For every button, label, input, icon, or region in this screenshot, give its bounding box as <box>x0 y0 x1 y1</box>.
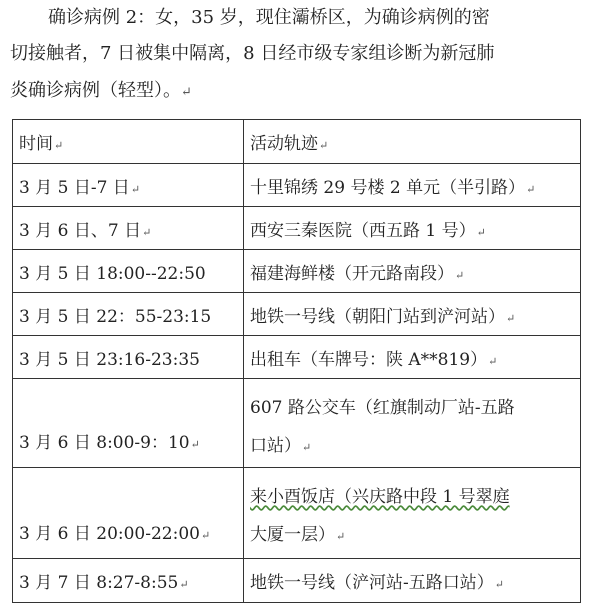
cell-mark-icon: ↵ <box>494 578 504 591</box>
table-row <box>13 250 581 293</box>
row-activity: 出租车（车牌号：陕 A**819）↵ <box>244 336 581 379</box>
row-time: 3 月 6 日 20:00-22:00↵ <box>13 468 244 559</box>
row-activity: 十里锦绣 29 号楼 2 单元（半引路）↵ <box>244 164 581 207</box>
cell-mark-icon: ↵ <box>488 354 498 368</box>
row-activity: 福建海鲜楼（开元路南段）↵ <box>244 250 581 293</box>
cell-mark-icon: ↵ <box>476 225 486 239</box>
case-description-line-3: 炎确诊病例（轻型）。↵ <box>10 80 192 101</box>
table-header-row <box>13 120 581 164</box>
row-activity: 607 路公交车（红旗制动厂站-五路 口站）↵ <box>244 379 581 468</box>
table-row <box>13 164 581 207</box>
header-time: 时间↵ <box>13 120 244 164</box>
cell-mark-icon: ↵ <box>179 578 189 591</box>
table-row <box>13 336 581 379</box>
cell-mark-icon: ↵ <box>336 530 346 543</box>
activity-trace-table <box>12 119 581 603</box>
row-time: 3 月 5 日 22：55-23:15 <box>13 293 244 336</box>
cell-mark-icon: ↵ <box>190 438 200 451</box>
table-row <box>13 379 581 468</box>
table-row <box>13 559 581 603</box>
row-time: 3 月 5 日-7 日↵ <box>13 164 244 207</box>
row-time: 3 月 5 日 23:16-23:35 <box>13 336 244 379</box>
cell-mark-icon: ↵ <box>130 182 141 196</box>
row-time: 3 月 5 日 18:00--22:50 <box>13 250 244 293</box>
paragraph-mark-icon: ↵ <box>181 85 192 100</box>
case-description-line-1: 确诊病例 2：女，35 岁，现住灞桥区，为确诊病例的密 <box>48 7 490 28</box>
row-activity: 地铁一号线（朝阳门站到浐河站）↵ <box>244 293 581 336</box>
cell-mark-icon: ↵ <box>506 311 516 325</box>
cell-mark-icon: ↵ <box>142 225 152 239</box>
cell-mark-icon: ↵ <box>54 139 64 152</box>
cell-mark-icon: ↵ <box>455 268 465 282</box>
row-time: 3 月 6 日、7 日↵ <box>13 207 244 250</box>
row-activity: 地铁一号线（浐河站-五路口站）↵ <box>244 559 581 603</box>
cell-mark-icon: ↵ <box>302 441 312 454</box>
row-activity: 来小酉饭店（兴庆路中段 1 号翠庭 大厦一层）↵ <box>244 468 581 559</box>
cell-mark-icon: ↵ <box>526 182 536 196</box>
row-activity: 西安三秦医院（西五路 1 号）↵ <box>244 207 581 250</box>
row-time: 3 月 7 日 8:27-8:55↵ <box>13 559 244 603</box>
cell-mark-icon: ↵ <box>319 139 329 152</box>
header-activity: 活动轨迹↵ <box>244 120 581 164</box>
table-row <box>13 293 581 336</box>
case-description-line-2: 切接触者，7 日被集中隔离，8 日经市级专家组诊断为新冠肺 <box>10 43 495 64</box>
cell-mark-icon: ↵ <box>200 529 211 542</box>
row-time: 3 月 6 日 8:00-9：10↵ <box>13 379 244 468</box>
table-row <box>13 207 581 250</box>
table-row <box>13 468 581 559</box>
